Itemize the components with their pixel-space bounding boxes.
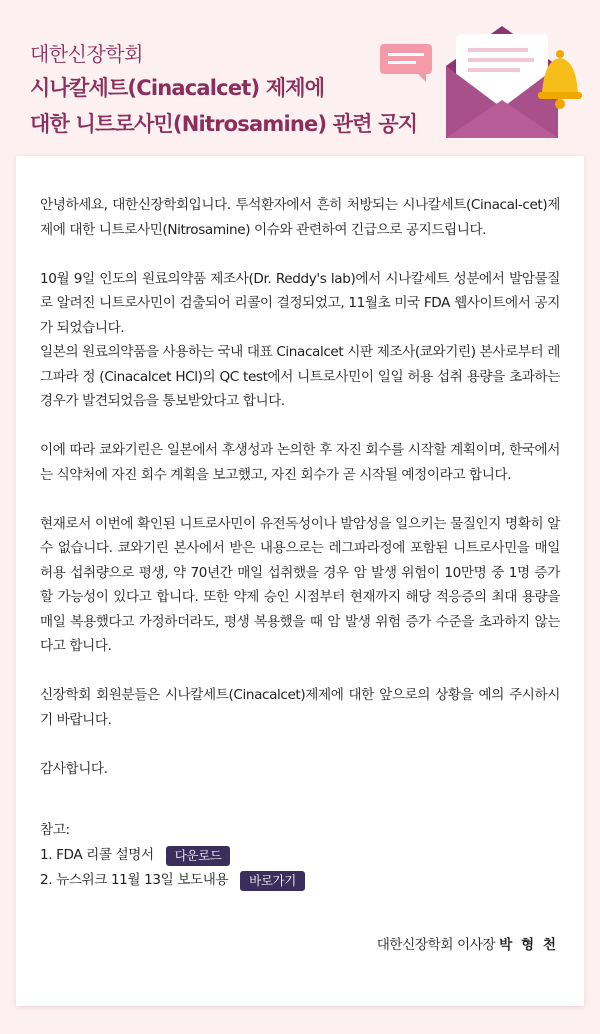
paragraph-greeting: 안녕하세요, 대한신장학회입니다. 투석환자에서 흔히 처방되는 시나칼세트(Cinacal-cet)제제에 대한 니트로사민(Nitrosamine) 이슈와 관련하여 긴급으로 공지드립니다.	[40, 197, 560, 238]
message-bubble-icon	[380, 44, 432, 82]
paragraph-recall: 10월 9일 인도의 원료의약품 제조사(Dr. Reddy's lab)에서 시나칼세트 성분에서 발암물질로 알려진 니트로사민이 검출되어 리콜이 결정되었고, 11월초 미국 FDA 웹사이트에서 공지가 되었습니다.	[40, 270, 560, 336]
reference-label-fda: 1. FDA 리콜 설명서	[40, 847, 154, 864]
notice-body	[40, 193, 560, 806]
paragraph-risk: 현재로서 이번에 확인된 니트로사민이 유전독성이나 발암성을 일으키는 물질인지 명확히 알 수 없습니다. 쿄와기린 본사에서 받은 내용으로는 레그파라정에 포함된 니트로사민을 매일 허용 섭취량으로 평생, 약 70년간 매일 섭취했을 경우 암 발생 위험이 10만명 중 1명 증가할 가능성이 있다고 합니다. 또한 약제 승인 시점부터 현재까지 해당 적응증의 최대 용량을 매일 복용했다고 가정하더라도, 평생 복용했을 때 암 발생 위험 증가 수준을 초과하지 않는다고 합니다.	[40, 515, 560, 654]
notice-card	[16, 156, 584, 1006]
notice-illustration	[378, 14, 588, 152]
references-heading: 참고:	[40, 822, 70, 839]
signature-name: 박 형 천	[499, 937, 558, 953]
paragraph-advice: 신장학회 회원분들은 시나칼세트(Cinacalcet)제제에 대한 앞으로의 상황을 예의 주시하시기 바랍니다.	[40, 687, 560, 728]
page-title-line1: 시나칼세트(Cinacalcet) 제제에	[30, 76, 325, 100]
signature-title: 대한신장학회 이사장	[376, 937, 496, 953]
reference-item-fda	[40, 843, 560, 868]
go-to-link-button[interactable]: 바로가기	[240, 871, 305, 891]
page-header	[0, 0, 600, 155]
reference-label-newsweek: 2. 뉴스위크 11월 13일 보도내용	[40, 872, 229, 889]
envelope-icon	[446, 26, 558, 138]
paragraph-domestic: 일본의 원료의약품을 사용하는 국내 대표 Cinacalcet 시판 제조사(쿄와기린) 본사로부터 레그파라 정 (Cinacalcet HCl)의 QC test에서 니트로사민이 일일 허용 섭취 용량을 초과하는 경우가 발견되었음을 통보받았다고 합니다.	[40, 344, 560, 409]
references	[40, 818, 560, 893]
paragraph-thanks: 감사합니다.	[40, 760, 108, 777]
reference-item-newsweek	[40, 868, 560, 893]
page-title-line2: 대한 니트로사민(Nitrosamine) 관련 공지	[30, 112, 418, 136]
paragraph-plan: 이에 따라 쿄와기린은 일본에서 후생성과 논의한 후 자진 회수를 시작할 계획이며, 한국에서는 식약처에 자진 회수 계획을 보고했고, 자진 회수가 곧 시작될 예정이라고 합니다.	[40, 442, 560, 483]
download-button[interactable]: 다운로드	[166, 846, 231, 866]
signature	[377, 933, 558, 953]
org-name: 대한신장학회	[30, 42, 143, 66]
